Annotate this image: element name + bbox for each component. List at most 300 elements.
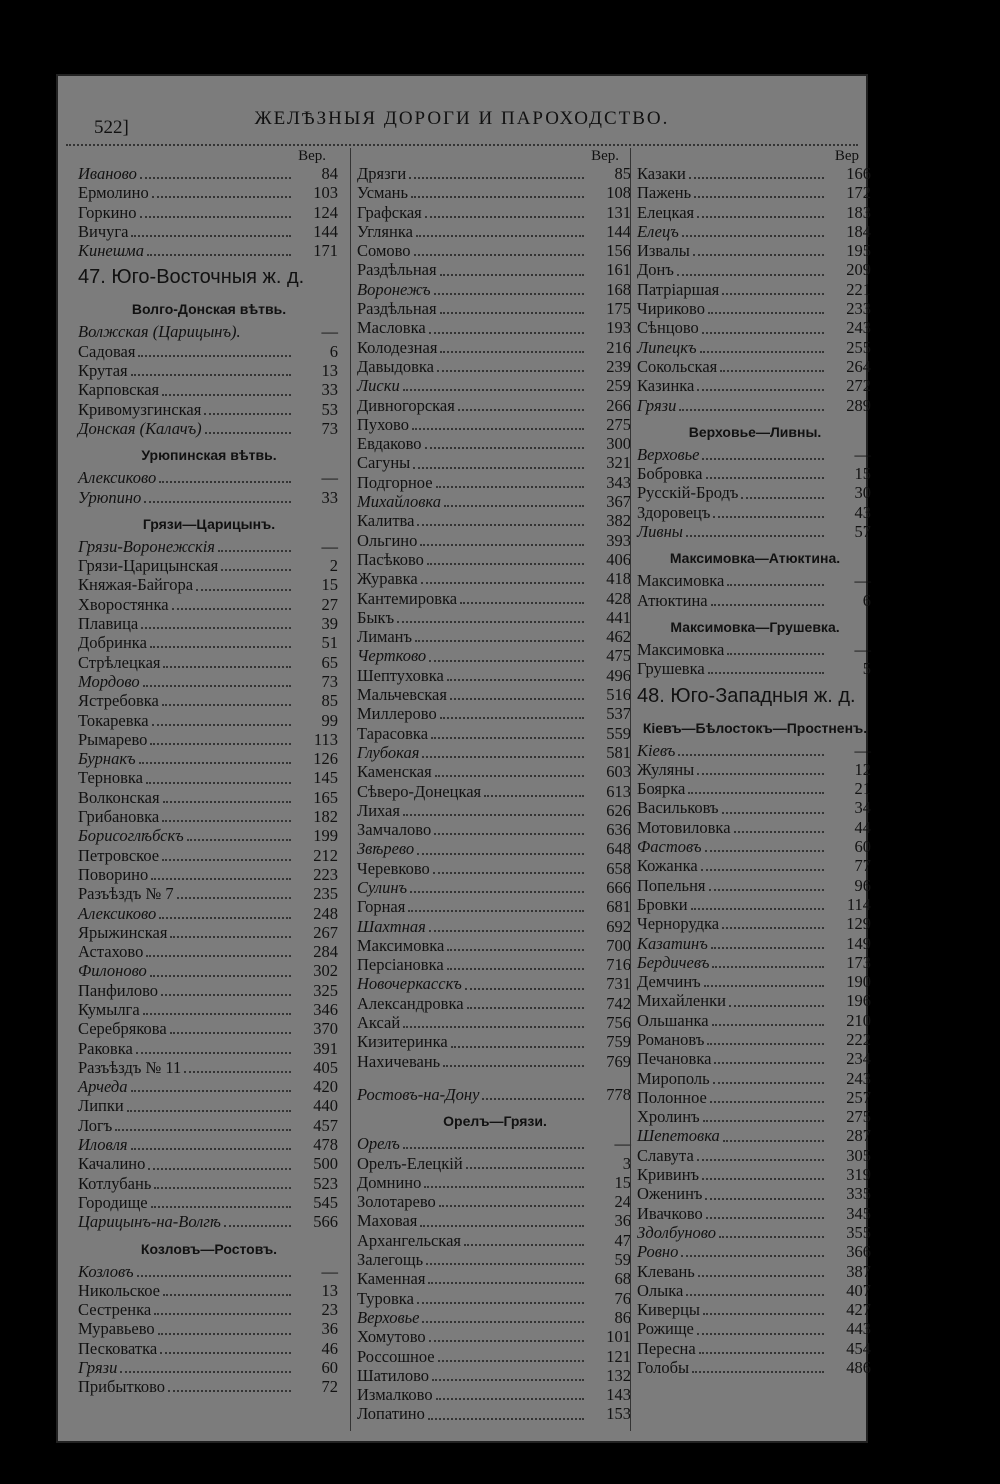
station-distance: 145 xyxy=(313,768,338,788)
station-distance: 406 xyxy=(606,549,631,569)
station-row xyxy=(637,280,873,299)
station-row xyxy=(357,646,633,665)
station-row xyxy=(357,1211,633,1230)
station-name: Каменная xyxy=(357,1269,426,1289)
station-name: Елецъ xyxy=(637,221,679,241)
station-distance: 658 xyxy=(606,858,631,878)
station-distance: 76 xyxy=(614,1288,631,1308)
station-name: Горная xyxy=(357,897,406,917)
leader-dots xyxy=(432,1378,584,1381)
station-row xyxy=(78,942,340,961)
station-name: Мотовиловка xyxy=(637,817,731,837)
leader-dots xyxy=(152,723,291,726)
station-name: Кинешма xyxy=(78,241,144,261)
station-distance: 756 xyxy=(606,1013,631,1033)
station-row xyxy=(357,762,633,781)
station-name: Подгорное xyxy=(357,472,433,492)
leader-dots xyxy=(689,176,824,179)
station-row xyxy=(357,878,633,897)
station-name: Здоровецъ xyxy=(637,502,711,522)
station-distance: 101 xyxy=(606,1327,631,1347)
station-distance: 24 xyxy=(614,1192,631,1212)
leader-dots xyxy=(244,336,291,337)
station-distance: 103 xyxy=(313,183,338,203)
station-name: Михайленки xyxy=(637,991,726,1011)
station-distance: 287 xyxy=(846,1126,871,1146)
station-distance: 221 xyxy=(846,279,871,299)
leader-dots xyxy=(702,331,824,334)
station-distance: 59 xyxy=(614,1250,631,1270)
station-row xyxy=(357,473,633,492)
station-distance: 44 xyxy=(854,817,871,837)
station-row xyxy=(357,1289,633,1308)
leader-dots xyxy=(734,830,824,833)
station-name: Раздѣльная xyxy=(357,299,437,319)
leader-dots xyxy=(421,581,584,584)
station-name: Дивногорская xyxy=(357,395,455,415)
station-distance: 343 xyxy=(606,472,631,492)
station-name: Грибановка xyxy=(78,807,160,827)
leader-dots xyxy=(429,929,584,932)
leader-dots xyxy=(162,819,291,822)
station-distance: 77 xyxy=(854,856,871,876)
station-name: Донъ xyxy=(637,260,674,280)
station-name: Михайловка xyxy=(357,492,441,512)
leader-dots xyxy=(409,176,584,179)
leader-dots xyxy=(443,1064,584,1067)
station-distance: 36 xyxy=(321,1319,338,1339)
station-name: Городище xyxy=(78,1192,148,1212)
station-row xyxy=(78,1212,340,1231)
header-rule xyxy=(66,136,858,146)
station-distance: 51 xyxy=(321,633,338,653)
station-row xyxy=(637,522,873,541)
leader-dots xyxy=(115,1128,291,1131)
station-name: Ростовъ-на-Дону xyxy=(357,1084,480,1104)
station-name: Мирополь xyxy=(637,1068,710,1088)
station-row xyxy=(637,318,873,337)
station-distance: 6 xyxy=(862,590,871,610)
station-row xyxy=(637,357,873,376)
leader-dots xyxy=(138,354,291,357)
station-row xyxy=(78,730,340,749)
leader-dots xyxy=(460,601,584,604)
leader-dots xyxy=(224,1224,291,1227)
leader-dots xyxy=(701,868,824,871)
leader-dots xyxy=(140,215,291,218)
station-distance: 21 xyxy=(854,779,871,799)
station-name: Сестренка xyxy=(78,1300,152,1320)
station-row xyxy=(637,1204,873,1223)
station-distance: 335 xyxy=(846,1184,871,1204)
station-distance: 500 xyxy=(313,1154,338,1174)
leader-dots xyxy=(144,500,291,503)
station-distance: 184 xyxy=(846,221,871,241)
leader-dots xyxy=(688,791,824,794)
station-distance: 86 xyxy=(614,1307,631,1327)
column-3 xyxy=(630,148,873,1431)
station-row xyxy=(357,724,633,743)
leader-dots xyxy=(131,373,291,376)
station-name: Разъѣздъ № 11 xyxy=(78,1057,182,1077)
station-row xyxy=(78,807,340,826)
leader-dots xyxy=(403,1146,584,1149)
station-name: Жуляны xyxy=(637,759,695,779)
leader-dots xyxy=(143,684,291,687)
ver-header: Вер. xyxy=(591,148,619,164)
station-row xyxy=(637,1165,873,1184)
station-distance: 462 xyxy=(606,627,631,647)
station-distance: — xyxy=(854,639,871,659)
station-row xyxy=(637,659,873,678)
station-distance: 405 xyxy=(313,1057,338,1077)
station-name: Журавка xyxy=(357,569,418,589)
leader-dots xyxy=(162,858,291,861)
station-name: Арчеда xyxy=(78,1077,128,1097)
station-distance: 427 xyxy=(846,1300,871,1320)
station-name: Быкъ xyxy=(357,607,395,627)
station-name: Поворино xyxy=(78,864,149,884)
station-name: Туровка xyxy=(357,1288,414,1308)
leader-dots xyxy=(693,253,824,256)
station-distance: 13 xyxy=(321,361,338,381)
station-row xyxy=(637,241,873,260)
station-name: Залегощь xyxy=(357,1250,424,1270)
station-distance: 65 xyxy=(321,652,338,672)
station-name: Романовъ xyxy=(637,1029,705,1049)
leader-dots xyxy=(187,838,291,841)
station-row xyxy=(637,445,873,464)
station-distance: 559 xyxy=(606,723,631,743)
station-name: Ярыжинская xyxy=(78,922,168,942)
station-distance: 73 xyxy=(321,671,338,691)
station-distance: 149 xyxy=(846,933,871,953)
station-row xyxy=(357,357,633,376)
station-row xyxy=(357,1404,633,1423)
station-distance: 393 xyxy=(606,530,631,550)
station-name: Казаки xyxy=(637,164,686,183)
station-name: Тарасовка xyxy=(357,723,429,743)
station-row xyxy=(357,396,633,415)
leader-dots xyxy=(467,1006,584,1009)
station-name: Шатилово xyxy=(357,1365,429,1385)
station-name: Верховье xyxy=(637,444,700,464)
page-title: ЖЕЛѢЗНЫЯ ДОРОГИ И ПАРОХОДСТВО. xyxy=(254,108,670,129)
station-distance: 85 xyxy=(321,691,338,711)
leader-dots xyxy=(437,369,584,372)
station-distance: 248 xyxy=(313,903,338,923)
station-name: Голобы xyxy=(637,1358,690,1378)
station-name: Лиски xyxy=(357,376,400,396)
leader-dots xyxy=(727,652,824,655)
station-row xyxy=(78,1300,340,1319)
leader-dots xyxy=(416,234,584,237)
leader-dots xyxy=(417,523,584,526)
station-distance: 300 xyxy=(606,434,631,454)
station-name: Елецкая xyxy=(637,202,695,222)
leader-dots xyxy=(719,1235,824,1238)
station-row xyxy=(637,972,873,991)
station-row xyxy=(637,818,873,837)
station-name: Пухово xyxy=(357,414,409,434)
station-distance: 382 xyxy=(606,511,631,531)
station-row xyxy=(357,1173,633,1192)
leader-dots xyxy=(408,909,584,912)
station-row xyxy=(637,953,873,972)
station-name: Миллерово xyxy=(357,704,437,724)
leader-dots xyxy=(218,549,291,552)
station-distance: 113 xyxy=(313,729,338,749)
station-name: Токаревка xyxy=(78,710,149,730)
ver-header: Вер xyxy=(834,148,859,164)
station-name: Максимовка xyxy=(637,639,725,659)
station-distance: 566 xyxy=(313,1212,338,1232)
station-name: Углянка xyxy=(357,221,413,241)
station-distance: 486 xyxy=(846,1358,871,1378)
station-name: Казатинъ xyxy=(637,933,708,953)
station-name: Карповская xyxy=(78,380,160,400)
station-distance: 325 xyxy=(313,980,338,1000)
station-name: Хворостянка xyxy=(78,594,169,614)
station-name: Садовая xyxy=(78,341,136,361)
leader-dots xyxy=(151,1205,291,1208)
station-name: Алексиково xyxy=(78,903,157,923)
station-row xyxy=(357,1192,633,1211)
station-row xyxy=(637,1049,873,1068)
station-name: Извалы xyxy=(637,241,690,261)
station-distance: 275 xyxy=(846,1107,871,1127)
station-row xyxy=(357,492,633,511)
leader-dots xyxy=(712,1023,824,1026)
station-name: Новочеркасскъ xyxy=(357,974,462,994)
leader-dots xyxy=(706,476,824,479)
leader-dots xyxy=(420,543,584,546)
station-distance: 84 xyxy=(321,164,338,183)
station-row xyxy=(78,468,340,487)
station-row xyxy=(78,1377,340,1396)
station-row xyxy=(357,1308,633,1327)
station-row xyxy=(78,768,340,787)
leader-dots xyxy=(434,292,584,295)
station-name: Атюктина xyxy=(637,590,708,610)
station-row xyxy=(637,1088,873,1107)
station-distance: 60 xyxy=(854,837,871,857)
station-name: Сомово xyxy=(357,241,411,261)
station-name: Золотарево xyxy=(357,1192,436,1212)
station-row xyxy=(357,1231,633,1250)
station-distance: 603 xyxy=(606,762,631,782)
station-row xyxy=(78,241,340,260)
station-row xyxy=(357,1327,633,1346)
leader-dots xyxy=(678,753,824,756)
station-name: Черевково xyxy=(357,858,430,878)
station-name: Горкино xyxy=(78,202,137,222)
leader-dots xyxy=(196,588,291,591)
leader-dots xyxy=(204,412,291,415)
station-row xyxy=(78,826,340,845)
leader-dots xyxy=(136,1051,291,1054)
leader-dots xyxy=(143,1012,291,1015)
station-distance: 255 xyxy=(846,337,871,357)
section-heading: Максимовка—Атюктина. xyxy=(669,550,841,567)
station-distance: 15 xyxy=(614,1172,631,1192)
leader-dots xyxy=(403,813,584,816)
station-distance: 210 xyxy=(846,1010,871,1030)
station-distance: 243 xyxy=(846,1068,871,1088)
station-row xyxy=(357,453,633,472)
leader-dots xyxy=(417,852,584,855)
railway-heading: 47. Юго-Восточныя ж. д. xyxy=(78,266,305,289)
station-name: Рожище xyxy=(637,1319,694,1339)
station-row xyxy=(637,1184,873,1203)
leader-dots xyxy=(707,1042,824,1045)
station-name: Сагуны xyxy=(357,453,411,473)
station-row xyxy=(78,556,340,575)
station-row xyxy=(78,1154,340,1173)
station-row xyxy=(78,865,340,884)
station-distance: 72 xyxy=(321,1377,338,1397)
station-distance: 126 xyxy=(313,749,338,769)
leader-dots xyxy=(702,457,824,460)
leader-dots xyxy=(722,811,824,814)
leader-dots xyxy=(697,215,824,218)
leader-dots xyxy=(146,781,291,784)
leader-dots xyxy=(712,965,824,968)
station-distance: 391 xyxy=(313,1038,338,1058)
station-distance: 305 xyxy=(846,1145,871,1165)
station-distance: 420 xyxy=(313,1077,338,1097)
leader-dots xyxy=(450,697,584,700)
leader-dots xyxy=(140,176,291,179)
station-distance: 212 xyxy=(313,845,338,865)
leader-dots xyxy=(705,1197,824,1200)
leader-dots xyxy=(706,1216,824,1219)
station-distance: 132 xyxy=(606,1365,631,1385)
station-distance: 666 xyxy=(606,877,631,897)
station-name: Персіановка xyxy=(357,955,444,975)
leader-dots xyxy=(697,388,824,391)
leader-dots xyxy=(440,716,584,719)
station-name: Клевань xyxy=(637,1261,695,1281)
station-distance: 759 xyxy=(606,1032,631,1052)
station-distance: 175 xyxy=(606,299,631,319)
station-row xyxy=(357,1154,633,1173)
station-name: Звѣрево xyxy=(357,839,415,859)
leader-dots xyxy=(150,645,291,648)
station-row xyxy=(78,595,340,614)
leader-dots xyxy=(426,1262,584,1265)
station-name: Сокольская xyxy=(637,356,718,376)
station-row xyxy=(637,1107,873,1126)
leader-dots xyxy=(147,253,291,256)
station-row xyxy=(357,183,633,202)
station-name: Здолбуново xyxy=(637,1222,717,1242)
leader-dots xyxy=(163,665,291,668)
station-distance: 195 xyxy=(846,241,871,261)
station-row xyxy=(637,876,873,895)
station-row xyxy=(357,1366,633,1385)
station-name: Раздѣльная xyxy=(357,260,437,280)
station-distance: 68 xyxy=(614,1269,631,1289)
station-name: Орелъ xyxy=(357,1134,400,1154)
station-name: Борисоглѣбскъ xyxy=(78,826,184,846)
station-distance: 284 xyxy=(313,942,338,962)
station-distance: 440 xyxy=(313,1096,338,1116)
station-distance: 108 xyxy=(606,183,631,203)
station-distance: — xyxy=(854,444,871,464)
leader-dots xyxy=(148,1167,291,1170)
station-name: Шахтная xyxy=(357,916,426,936)
station-distance: — xyxy=(614,1134,631,1154)
station-name: Сѣверо-Донецкая xyxy=(357,781,482,801)
station-distance: 30 xyxy=(854,483,871,503)
station-name: Терновка xyxy=(78,768,143,788)
station-distance: 454 xyxy=(846,1338,871,1358)
station-name: Кривомузгинская xyxy=(78,399,202,419)
leader-dots xyxy=(150,742,291,745)
station-row xyxy=(78,1193,340,1212)
leader-dots xyxy=(711,946,824,949)
station-name: Крутая xyxy=(78,361,128,381)
station-distance: — xyxy=(854,571,871,591)
station-distance: 475 xyxy=(606,646,631,666)
leader-dots xyxy=(131,1147,291,1150)
station-distance: 173 xyxy=(846,952,871,972)
station-distance: 731 xyxy=(606,974,631,994)
station-row xyxy=(78,1116,340,1135)
station-row xyxy=(357,704,633,723)
station-distance: 6 xyxy=(329,341,338,361)
station-row xyxy=(357,859,633,878)
station-distance: — xyxy=(854,740,871,760)
station-row xyxy=(357,1013,633,1032)
station-distance: 168 xyxy=(606,279,631,299)
leader-dots xyxy=(691,907,824,910)
leader-dots xyxy=(429,1339,584,1342)
station-row xyxy=(637,164,873,183)
station-row xyxy=(357,917,633,936)
station-name: Колодезная xyxy=(357,337,438,357)
station-name: Панфилово xyxy=(78,980,159,1000)
station-name: Кумылга xyxy=(78,999,140,1019)
station-row xyxy=(357,589,633,608)
station-name: Серебрякова xyxy=(78,1019,167,1039)
station-distance: 23 xyxy=(321,1300,338,1320)
station-row xyxy=(357,376,633,395)
station-name: Бровки xyxy=(637,894,688,914)
leader-dots xyxy=(465,987,584,990)
station-row xyxy=(357,1032,633,1051)
station-name: Ливны xyxy=(637,522,683,542)
station-distance: — xyxy=(321,322,338,342)
station-name: Иваново xyxy=(78,164,137,183)
station-row xyxy=(357,164,633,183)
station-name: Чертково xyxy=(357,646,427,666)
leader-dots xyxy=(414,253,584,256)
station-name: Верховье xyxy=(357,1307,420,1327)
station-name: Демчинъ xyxy=(637,972,701,992)
station-distance: 235 xyxy=(313,884,338,904)
station-distance: 193 xyxy=(606,318,631,338)
station-name: Усмань xyxy=(357,183,409,203)
leader-dots xyxy=(403,388,584,391)
leader-dots xyxy=(439,1204,584,1207)
leader-dots xyxy=(727,583,824,586)
leader-dots xyxy=(431,736,584,739)
station-name: Ивачково xyxy=(637,1203,703,1223)
station-name: Песковатка xyxy=(78,1338,158,1358)
station-row xyxy=(357,241,633,260)
